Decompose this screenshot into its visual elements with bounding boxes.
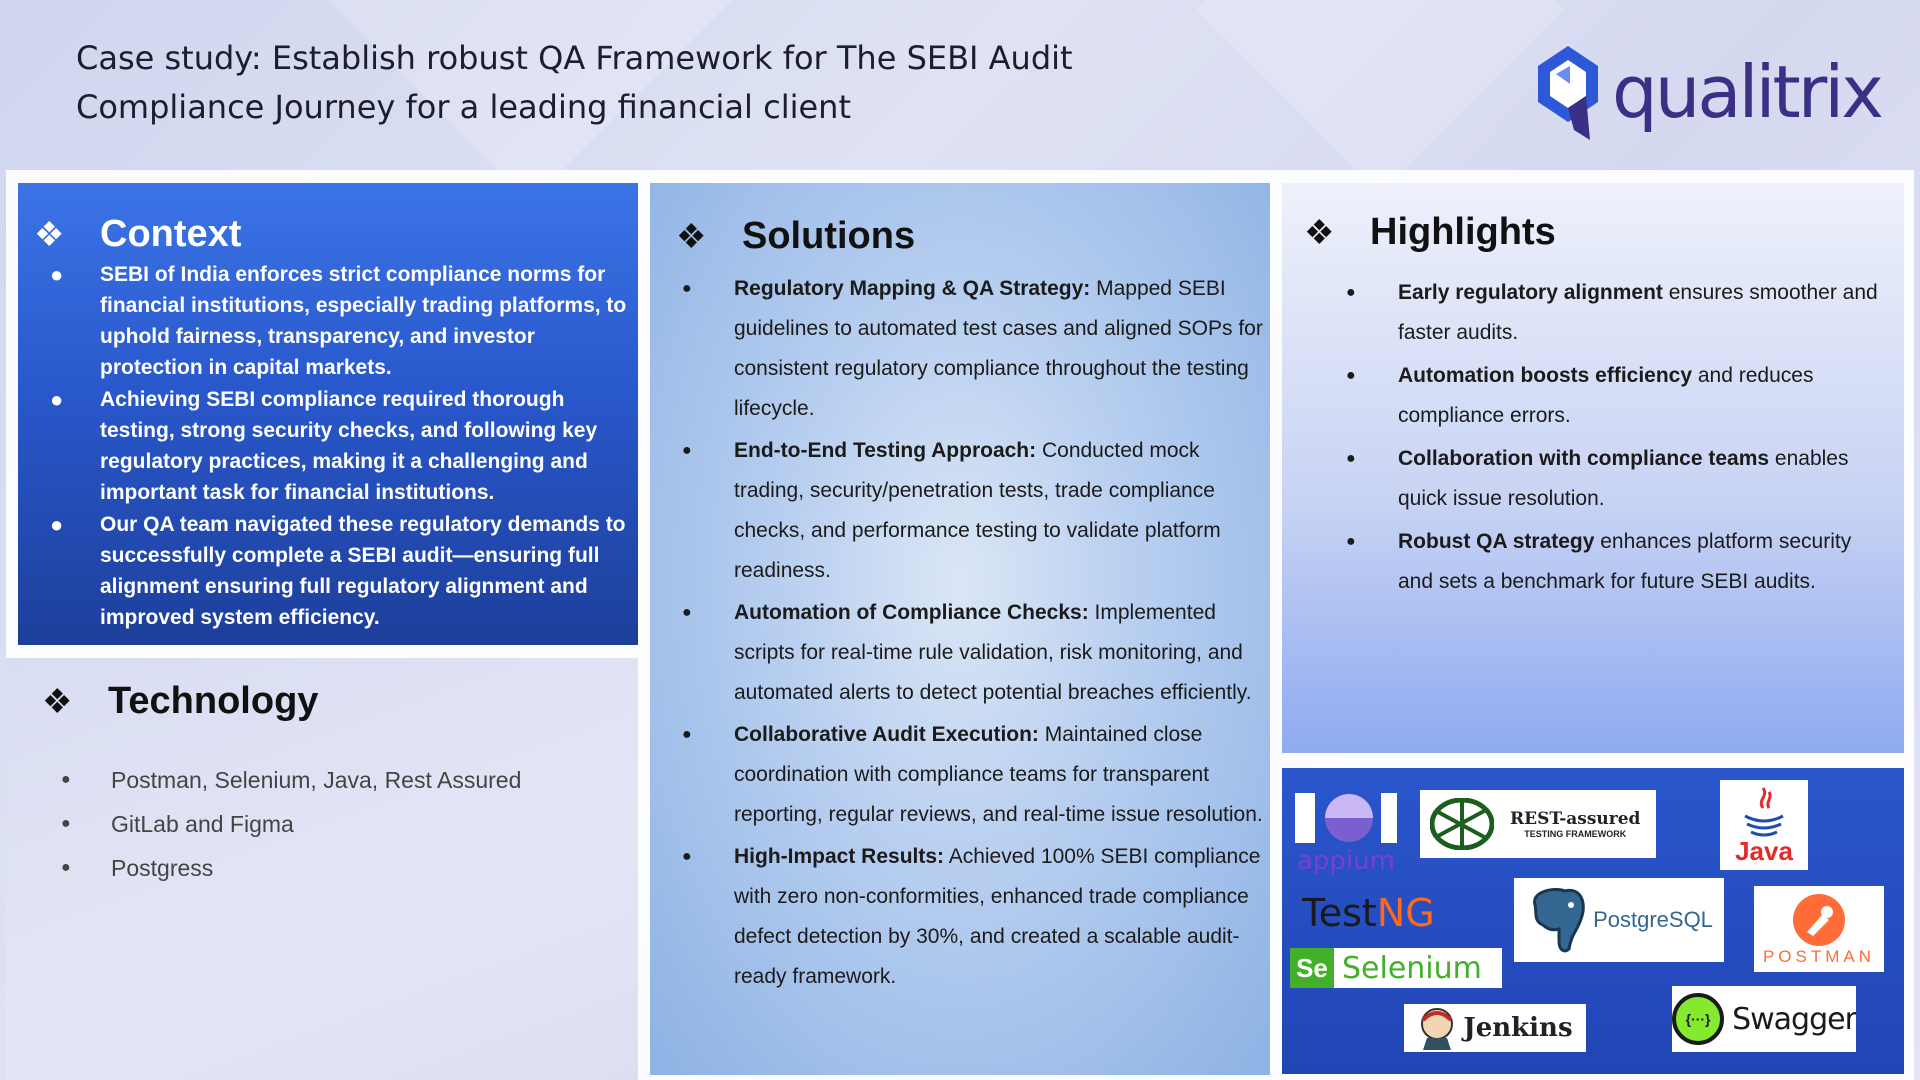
context-title: Context: [100, 213, 242, 255]
highlight-item-bold: Collaboration with compliance teams: [1398, 447, 1770, 470]
list-item: [50, 384, 628, 508]
technology-panel: [6, 658, 638, 1080]
bullet-dot-icon: ●: [50, 262, 64, 287]
solution-item-bold: Collaborative Audit Execution:: [734, 723, 1039, 746]
postgresql-logo: [1514, 878, 1724, 962]
highlights-panel: [1282, 183, 1904, 753]
rest-assured-subtitle: TESTING FRAMEWORK: [1524, 829, 1627, 839]
rest-assured-logo: [1420, 790, 1656, 858]
list-item: [1346, 439, 1878, 519]
rest-assured-text: [1510, 809, 1640, 839]
bullet-dot-icon: ●: [61, 815, 71, 832]
solution-item-text: Maintained close coordination with compliance teams for transparent reporting, regular reviews, and real-time issue resolution.: [734, 723, 1263, 826]
solutions-panel: [650, 183, 1270, 1075]
context-list: [50, 259, 628, 634]
selenium-wordmark: Selenium: [1342, 950, 1482, 986]
jenkins-wordmark: Jenkins: [1463, 1013, 1573, 1043]
highlights-list: [1346, 273, 1878, 605]
appium-logo: [1290, 786, 1402, 878]
testng-wordmark-ng: NG: [1376, 891, 1435, 935]
list-item: [682, 431, 1264, 591]
highlight-item-bold: Robust QA strategy: [1398, 530, 1595, 553]
swagger-mark-icon: {···}: [1672, 993, 1724, 1045]
bullet-dot-icon: ●: [1346, 367, 1356, 384]
list-item: [50, 509, 628, 633]
context-item-text: SEBI of India enforces strict compliance norms for financial institutions, especially trading platforms, to uphold fairness, transparency, and investor protection in capital markets.: [100, 263, 627, 379]
highlight-item-text: enables quick issue resolution.: [1398, 447, 1849, 510]
swagger-wordmark: Swagger: [1732, 1001, 1856, 1037]
context-heading: [34, 213, 241, 256]
solution-item-text: Implemented scripts for real-time rule validation, risk monitoring, and automated alerts to detect potential breaches efficiently.: [734, 601, 1252, 704]
list-item: [682, 269, 1264, 429]
page-title-line-1: Case study: Establish robust QA Framework for The SEBI Audit: [76, 39, 1073, 77]
globe-icon: [1430, 798, 1494, 850]
solution-item-bold: End-to-End Testing Approach:: [734, 439, 1037, 462]
postman-mark-icon: [1789, 892, 1849, 948]
solutions-title: Solutions: [742, 215, 916, 257]
appium-mark-icon: [1291, 789, 1401, 847]
highlight-item-bold: Automation boosts efficiency: [1398, 364, 1693, 387]
page-title: [76, 34, 1076, 132]
tool-logos-panel: [1282, 768, 1904, 1074]
java-logo: [1720, 780, 1808, 870]
list-item: [61, 846, 611, 890]
highlights-heading: [1304, 211, 1556, 254]
diamond-bullet-icon: ❖: [1304, 213, 1335, 252]
bullet-dot-icon: ●: [682, 848, 692, 865]
solution-item-bold: High-Impact Results:: [734, 845, 945, 868]
solutions-list: [682, 269, 1264, 999]
background-diamond: [1196, 0, 1564, 194]
solution-item-text: Conducted mock trading, security/penetration tests, trade compliance checks, and performance testing to validate platform readiness.: [734, 439, 1221, 582]
highlight-item-bold: Early regulatory alignment: [1398, 281, 1663, 304]
bullet-dot-icon: ●: [1346, 533, 1356, 550]
qualitrix-wordmark: qualitrix: [1612, 50, 1881, 134]
bullet-dot-icon: ●: [682, 442, 692, 459]
bullet-dot-icon: ●: [50, 387, 64, 412]
diamond-bullet-icon: ❖: [34, 215, 65, 254]
technology-heading: [42, 680, 318, 723]
diamond-bullet-icon: ❖: [42, 682, 73, 721]
bullet-dot-icon: ●: [1346, 284, 1356, 301]
list-item: [682, 593, 1264, 713]
bullet-dot-icon: ●: [682, 280, 692, 297]
bullet-dot-icon: ●: [61, 771, 71, 788]
selenium-mark-icon: Se: [1290, 948, 1334, 988]
postman-wordmark: POSTMAN: [1762, 947, 1876, 966]
rest-assured-wordmark: REST-assured: [1510, 809, 1641, 829]
bullet-dot-icon: ●: [61, 859, 71, 876]
swagger-logo: [1672, 986, 1856, 1052]
testng-wordmark-test: Test: [1302, 891, 1377, 935]
postgresql-wordmark: PostgreSQL: [1593, 907, 1713, 932]
jenkins-butler-icon: [1417, 1006, 1457, 1050]
appium-wordmark: appium: [1297, 846, 1395, 876]
technology-item-text: GitLab and Figma: [111, 811, 294, 837]
context-panel: [18, 183, 638, 645]
highlights-title: Highlights: [1370, 211, 1556, 253]
context-item-text: Achieving SEBI compliance required thorough testing, strong security checks, and following key regulatory practices, making it a challenging and important task for financial institutions.: [100, 388, 598, 504]
qualitrix-mark-icon: [1536, 44, 1600, 144]
page-title-line-2: Compliance Journey for a leading financial client: [76, 88, 851, 126]
list-item: [61, 802, 611, 846]
technology-title: Technology: [108, 680, 319, 722]
postman-logo: [1754, 886, 1884, 972]
elephant-icon: [1525, 885, 1589, 955]
solutions-heading: [676, 215, 915, 258]
highlight-item-text: ensures smoother and faster audits.: [1398, 281, 1878, 344]
list-item: [50, 259, 628, 383]
java-wordmark: Java: [1735, 836, 1793, 866]
list-item: [61, 758, 611, 802]
technology-item-text: Postgress: [111, 855, 214, 881]
testng-logo: [1302, 886, 1452, 940]
selenium-logo: [1290, 948, 1502, 988]
list-item: [1346, 356, 1878, 436]
list-item: [682, 715, 1264, 835]
jenkins-logo: [1404, 1004, 1586, 1052]
list-item: [682, 837, 1264, 997]
list-item: [1346, 522, 1878, 602]
bullet-dot-icon: ●: [50, 512, 64, 537]
highlight-item-text: and reduces compliance errors.: [1398, 364, 1814, 427]
solution-item-text: Mapped SEBI guidelines to automated test cases and aligned SOPs for consistent regulatory compliance throughout the testing lifecycle.: [734, 277, 1263, 420]
solution-item-bold: Automation of Compliance Checks:: [734, 601, 1089, 624]
list-item: [1346, 273, 1878, 353]
highlight-item-text: enhances platform security and sets a benchmark for future SEBI audits.: [1398, 530, 1852, 593]
bullet-dot-icon: ●: [1346, 450, 1356, 467]
bullet-dot-icon: ●: [682, 726, 692, 743]
bullet-dot-icon: ●: [682, 604, 692, 621]
qualitrix-logo: [1536, 44, 1881, 149]
java-cup-icon: [1737, 786, 1791, 838]
technology-item-text: Postman, Selenium, Java, Rest Assured: [111, 767, 522, 793]
solution-item-bold: Regulatory Mapping & QA Strategy:: [734, 277, 1091, 300]
context-item-text: Our QA team navigated these regulatory demands to successfully complete a SEBI audit—ensuring full alignment ensuring full regulatory alignment and improved system efficiency.: [100, 513, 626, 629]
diamond-bullet-icon: ❖: [676, 217, 707, 256]
technology-list: [61, 758, 611, 890]
solution-item-text: Achieved 100% SEBI compliance with zero non-conformities, enhanced trade compliance defect detection by 30%, and created a scalable audit-ready framework.: [734, 845, 1261, 988]
